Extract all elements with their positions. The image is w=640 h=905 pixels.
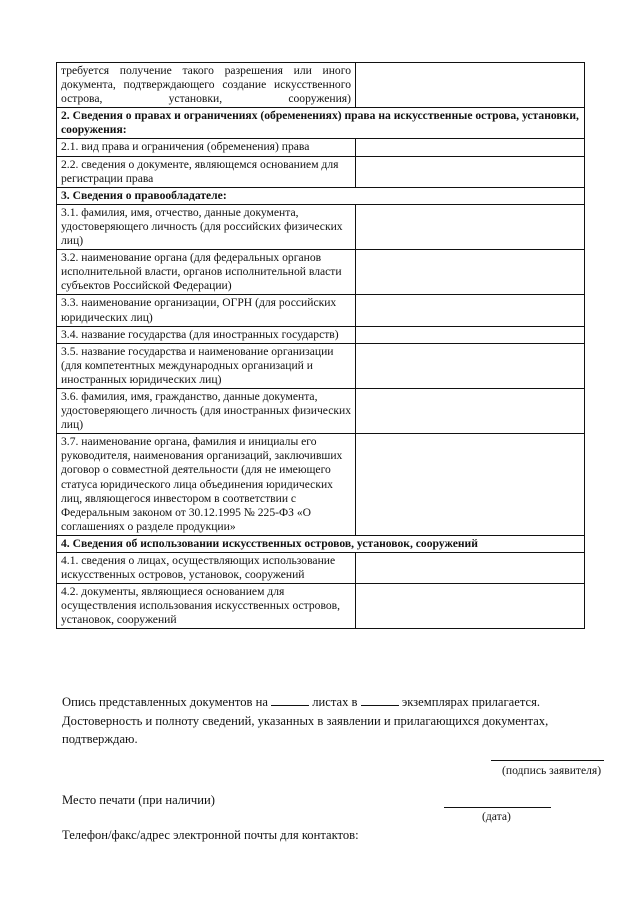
signature-caption: (подпись заявителя) xyxy=(502,764,602,777)
application-form-table xyxy=(56,62,585,629)
table-row xyxy=(57,326,585,343)
table-row xyxy=(57,63,585,108)
section-header-3: 3. Сведения о правообладателе: xyxy=(57,187,585,204)
row-label: требуется получение такого разрешения или иного документа, подтверждающего создание искусственного острова, установки, сооружения) xyxy=(57,63,356,108)
section-header-row xyxy=(57,535,585,552)
table-row xyxy=(57,295,585,326)
row-label: 3.6. фамилия, имя, гражданство, данные документа, удостоверяющего личность (для иностранных физических лиц) xyxy=(57,388,356,433)
section-header-4: 4. Сведения об использовании искусственных островов, установок, сооружений xyxy=(57,535,585,552)
inventory-text-3: экземплярах прилагается. xyxy=(401,695,541,709)
inventory-statement xyxy=(62,693,540,710)
row-value-cell[interactable] xyxy=(356,156,585,187)
date-line[interactable] xyxy=(444,807,551,808)
table-row xyxy=(57,553,585,584)
table-row xyxy=(57,250,585,295)
contacts-label: Телефон/факс/адрес электронной почты для контактов: xyxy=(62,828,359,842)
date-caption: (дата) xyxy=(482,810,511,823)
row-value-cell[interactable] xyxy=(356,63,585,108)
table-row xyxy=(57,584,585,629)
row-value-cell[interactable] xyxy=(356,388,585,433)
row-label: 3.2. наименование органа (для федеральных органов исполнительной власти, органов исполнительной власти субъектов Российской Федерации) xyxy=(57,250,356,295)
row-value-cell[interactable] xyxy=(356,343,585,388)
row-label: 3.3. наименование организации, ОГРН (для российских юридических лиц) xyxy=(57,295,356,326)
table-row xyxy=(57,388,585,433)
row-label: 4.1. сведения о лицах, осуществляющих использование искусственных островов, установок, сооружений xyxy=(57,553,356,584)
row-value-cell[interactable] xyxy=(356,553,585,584)
section-header-row xyxy=(57,108,585,139)
row-label: 3.5. название государства и наименование организации (для компетентных международных организаций и иностранных юридических лиц) xyxy=(57,343,356,388)
section-header-row xyxy=(57,187,585,204)
row-value-cell[interactable] xyxy=(356,139,585,156)
row-value-cell[interactable] xyxy=(356,250,585,295)
row-value-cell[interactable] xyxy=(356,295,585,326)
table-row xyxy=(57,434,585,536)
sheet-count-blank[interactable] xyxy=(271,693,309,706)
row-label: 3.7. наименование органа, фамилия и инициалы его руководителя, наименования организаций, заключивших договор о совместной деятельности (для не имеющего статуса юридического лица объединения юридических лиц, являющегося инвестором в соответствии с Федеральным законом от 30.12.1995 № 225-ФЗ «О соглашениях о разделе продукции» xyxy=(57,434,356,536)
inventory-text-2: листах в xyxy=(312,695,358,709)
inventory-text-1: Опись представленных документов на xyxy=(62,695,268,709)
section-header-2: 2. Сведения о правах и ограничениях (обременениях) права на искусственные острова, установки, сооружения: xyxy=(57,108,585,139)
stamp-label: Место печати (при наличии) xyxy=(62,793,215,807)
confirm-line-1: Достоверность и полноту сведений, указанных в заявлении и прилагающихся документах, xyxy=(62,714,549,728)
row-value-cell[interactable] xyxy=(356,434,585,536)
table-row xyxy=(57,156,585,187)
table-row xyxy=(57,343,585,388)
row-value-cell[interactable] xyxy=(356,326,585,343)
row-label: 4.2. документы, являющиеся основанием для осуществления использования искусственных островов, установок, сооружений xyxy=(57,584,356,629)
row-label: 3.4. название государства (для иностранных государств) xyxy=(57,326,356,343)
row-value-cell[interactable] xyxy=(356,204,585,249)
row-value-cell[interactable] xyxy=(356,584,585,629)
signature-line[interactable] xyxy=(491,760,604,761)
table-row xyxy=(57,139,585,156)
confirm-line-2: подтверждаю. xyxy=(62,732,138,746)
table-row xyxy=(57,204,585,249)
row-label: 2.2. сведения о документе, являющемся основанием для регистрации права xyxy=(57,156,356,187)
row-label: 2.1. вид права и ограничения (обременения) права xyxy=(57,139,356,156)
copies-count-blank[interactable] xyxy=(361,693,399,706)
row-label: 3.1. фамилия, имя, отчество, данные документа, удостоверяющего личность (для российских физических лиц) xyxy=(57,204,356,249)
